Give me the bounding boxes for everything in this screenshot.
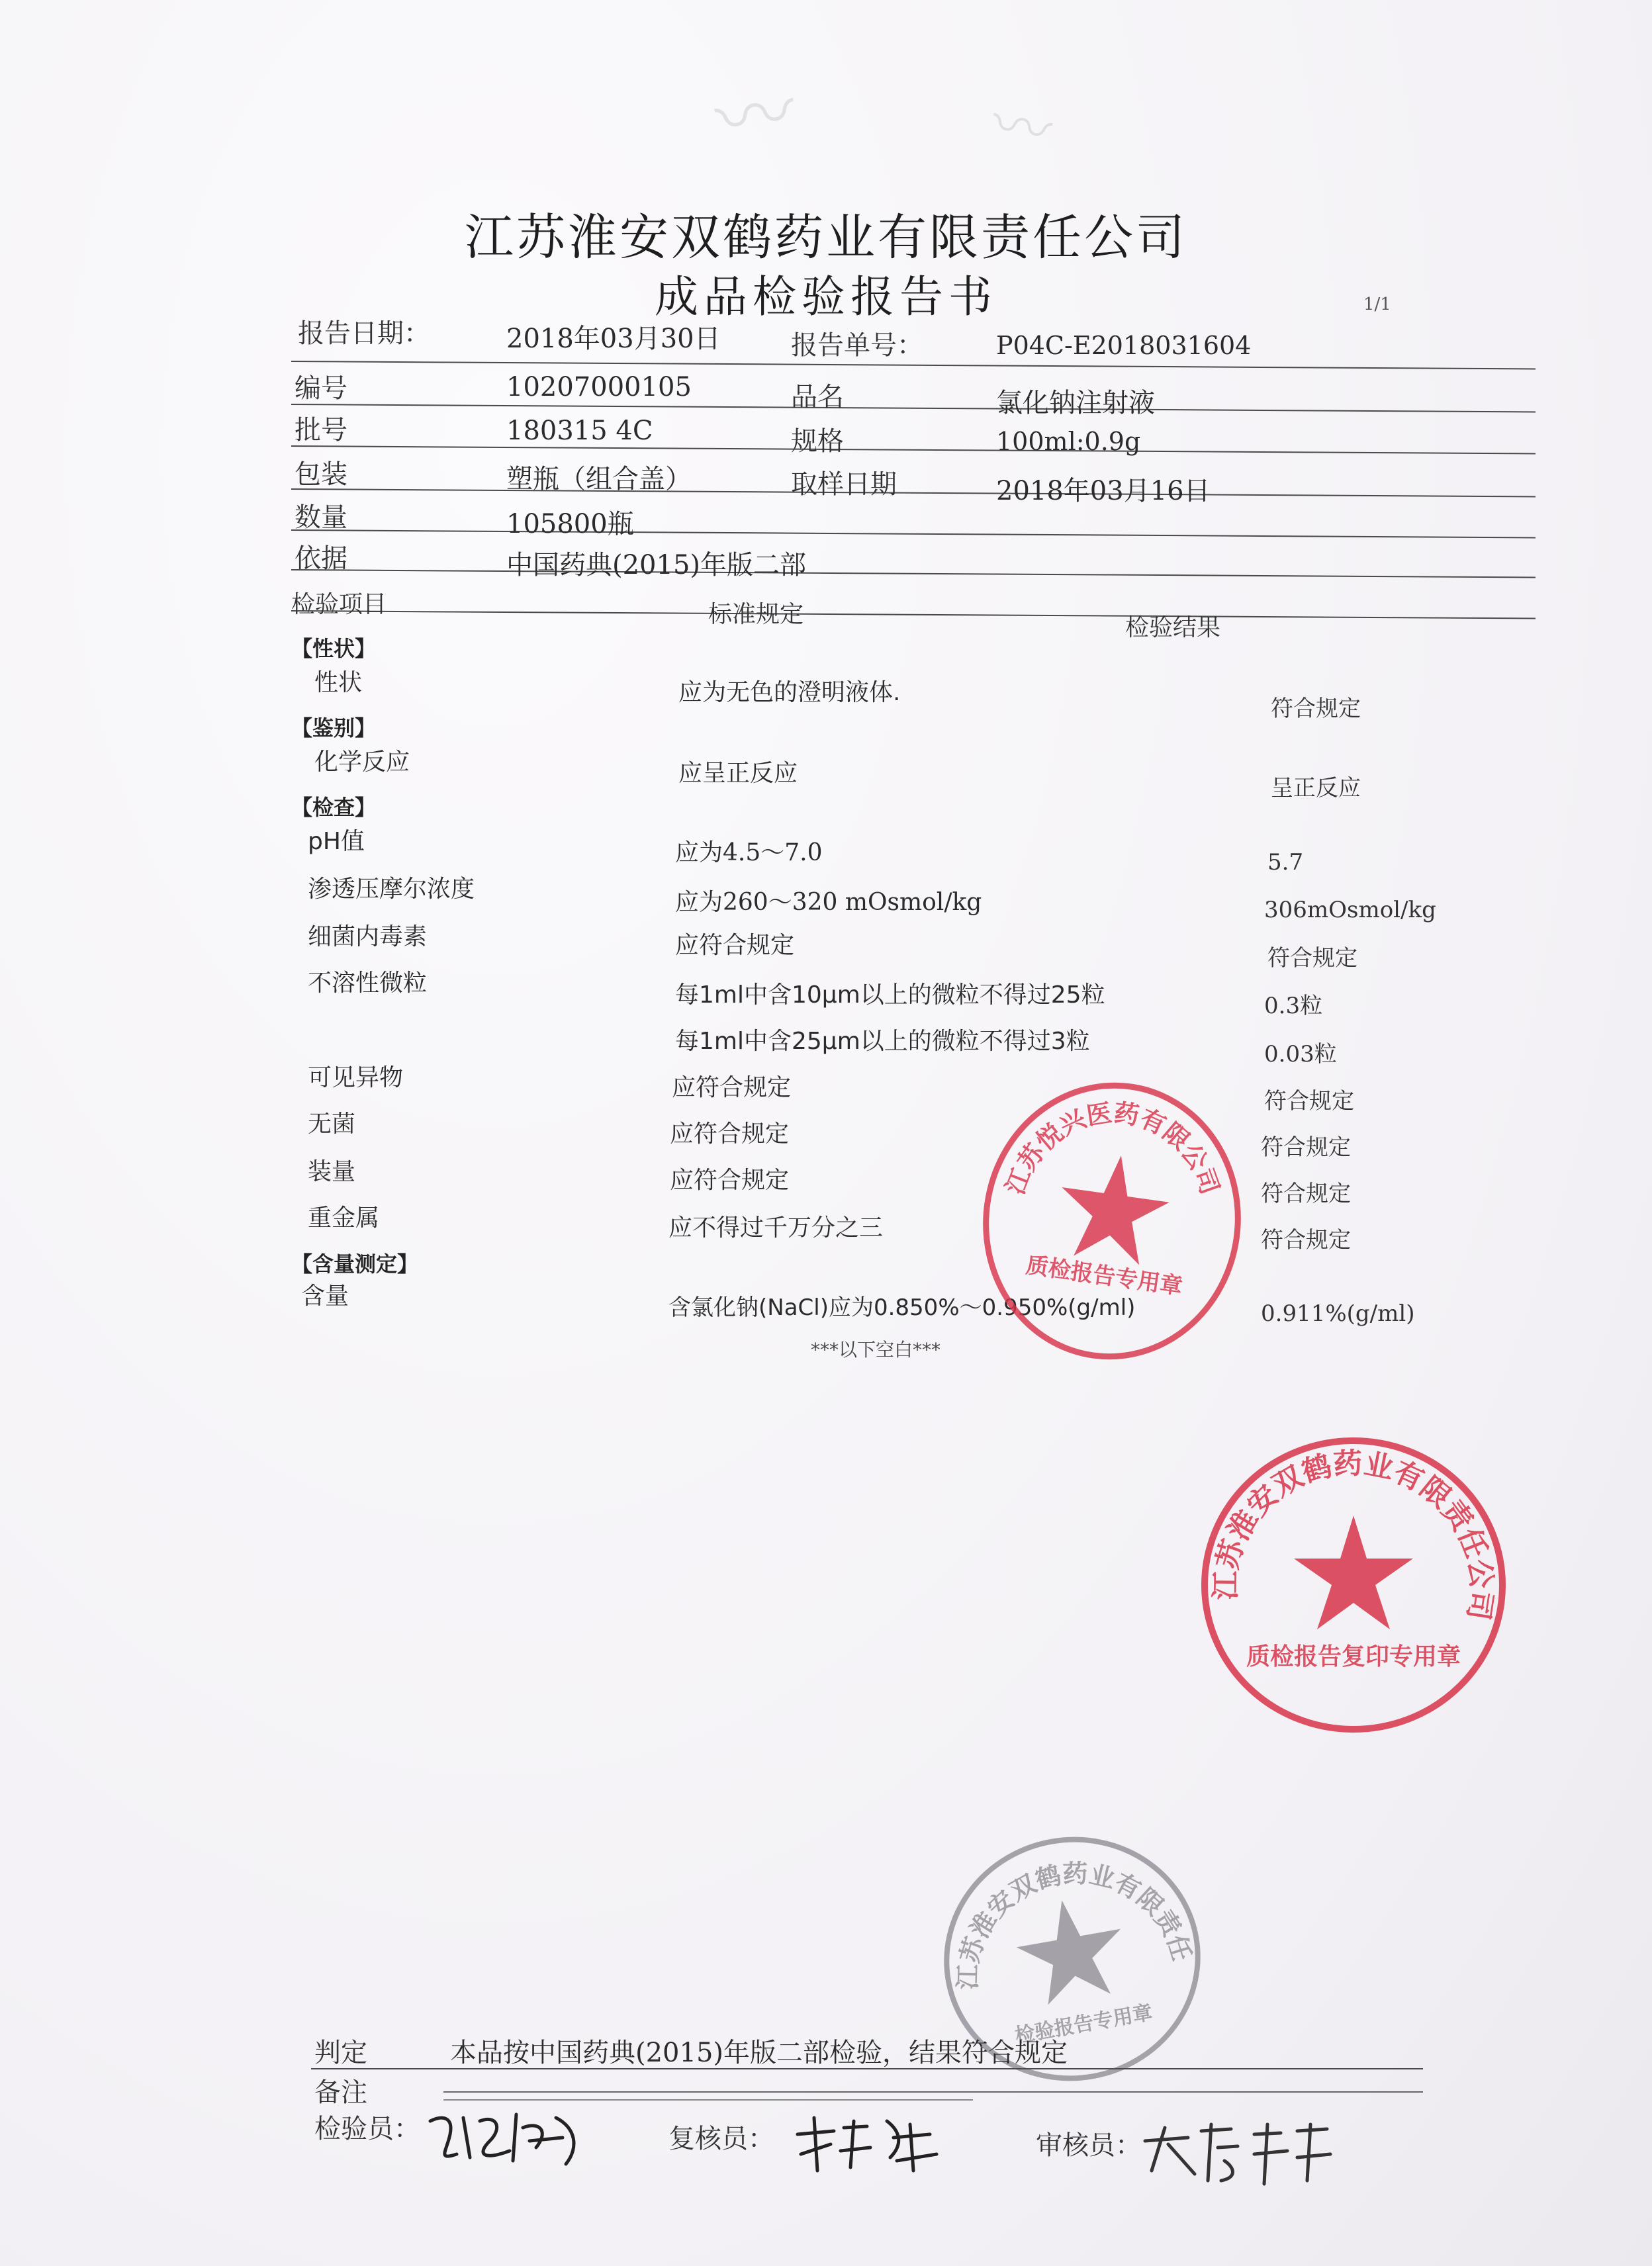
batch-label: 批号 (295, 415, 347, 445)
item-label: pH值 (308, 828, 365, 855)
spec-label: 规格 (791, 426, 844, 457)
code-label: 编号 (295, 373, 347, 404)
standard-text: 应呈正反应 (678, 760, 798, 787)
item-label: 重金属 (308, 1204, 380, 1232)
result-column-header: 检验结果 (1125, 614, 1221, 641)
copy-report-stamp (1191, 1429, 1516, 1741)
reviewer-signature (788, 2108, 953, 2181)
result-value: 呈正反应 (1271, 775, 1361, 801)
item-label: 无菌 (308, 1110, 356, 1138)
item-label: 装量 (308, 1158, 356, 1185)
qty-value: 105800瓶 (506, 509, 634, 539)
bleed-through-mark: 〰 (710, 66, 802, 168)
category-identification: 【鉴别】 (291, 715, 377, 741)
approver-signature (1138, 2114, 1337, 2194)
result-value: 0.03粒 (1264, 1041, 1337, 1067)
svg-text:江苏悦兴医药有限公司: 江苏悦兴医药有限公司 (1000, 1098, 1225, 1199)
basis-value: 中国药典(2015)年版二部 (506, 550, 807, 580)
item-label: 细菌内毒素 (308, 923, 428, 950)
document-title: 成品检验报告书 (655, 271, 997, 322)
standard-text: 每1ml中含10μm以上的微粒不得过25粒 (675, 981, 1105, 1009)
standard-text: 应为4.5～7.0 (675, 839, 823, 866)
svg-text:质检报告复印专用章: 质检报告复印专用章 (1246, 1643, 1461, 1670)
sample-date-value: 2018年03月16日 (996, 476, 1211, 506)
item-label: 渗透压摩尔浓度 (308, 876, 475, 903)
sample-date-label: 取样日期 (791, 469, 897, 500)
product-value: 氯化钠注射液 (996, 388, 1155, 418)
remark-rule (443, 2099, 973, 2101)
judgement-rule (311, 2068, 1423, 2069)
remark-label: 备注 (314, 2077, 367, 2108)
spec-value: 100ml:0.9g (996, 427, 1141, 456)
bleed-through-mark: 〰 (986, 88, 1057, 167)
svg-text:检验报告专用章: 检验报告专用章 (1013, 2001, 1154, 2048)
pack-value: 塑瓶（组合盖） (506, 464, 692, 494)
approver-label: 审核员： (1036, 2130, 1142, 2161)
result-value: 符合规定 (1261, 1227, 1351, 1253)
inspector-label: 检验员： (314, 2114, 420, 2144)
report-date-label: 报告日期： (298, 318, 430, 349)
report-date-value: 2018年03月30日 (506, 324, 721, 354)
qty-label: 数量 (295, 502, 347, 533)
result-value: 符合规定 (1264, 1088, 1354, 1114)
result-value: 5.7 (1267, 849, 1304, 876)
code-value: 10207000105 (506, 372, 692, 402)
category-appearance: 【性状】 (291, 636, 377, 661)
result-value: 306mOsmol/kg (1264, 897, 1436, 923)
standard-text: 应符合规定 (670, 1167, 790, 1194)
standard-text: 应为260～320 mOsmol/kg (675, 889, 982, 916)
report-no-value: P04C-E2018031604 (996, 331, 1252, 360)
standard-text: 应符合规定 (675, 932, 795, 959)
result-value: 符合规定 (1267, 945, 1357, 972)
basis-label: 依据 (295, 543, 347, 574)
remark-rule (443, 2091, 1423, 2093)
svg-text:江苏淮安双鹤药业有限责任公司: 江苏淮安双鹤药业有限责任公司 (1209, 1446, 1499, 1623)
judgement-value: 本品按中国药典(2015)年版二部检验，结果符合规定 (450, 2038, 1068, 2068)
reviewer-label: 复核员： (668, 2124, 774, 2154)
standard-text: 应为无色的澄明液体. (678, 679, 901, 706)
svg-text:质检报告专用章: 质检报告专用章 (1024, 1251, 1184, 1300)
svg-text:江苏淮安双鹤药业有限责任公司: 江苏淮安双鹤药业有限责任公司 (952, 1859, 1197, 1990)
item-label: 可见异物 (308, 1064, 404, 1091)
batch-value: 180315 4C (506, 416, 653, 446)
standard-text: 应符合规定 (672, 1074, 792, 1101)
quality-report-stamp-1 (973, 1065, 1251, 1377)
result-value: 符合规定 (1261, 1134, 1351, 1161)
standard-text: 每1ml中含25μm以上的微粒不得过3粒 (675, 1028, 1090, 1055)
result-value: 0.3粒 (1264, 993, 1323, 1019)
inspector-signature (424, 2101, 596, 2174)
item-column-header: 检验项目 (291, 591, 387, 618)
pack-label: 包装 (295, 459, 347, 490)
category-tests: 【检查】 (291, 795, 377, 820)
blank-below-note: ***以下空白*** (811, 1339, 941, 1361)
item-label: 化学反应 (314, 748, 410, 776)
product-label: 品名 (791, 382, 844, 412)
report-no-label: 报告单号： (791, 330, 923, 361)
standard-text: 应不得过千万分之三 (668, 1214, 884, 1242)
standard-column-header: 标准规定 (708, 601, 804, 628)
result-value: 符合规定 (1261, 1181, 1351, 1207)
category-assay: 【含量测定】 (291, 1251, 419, 1277)
item-label: 含量 (301, 1283, 349, 1310)
page-number: 1/1 (1363, 295, 1391, 314)
company-title: 江苏淮安双鹤药业有限责任公司 (465, 209, 1187, 266)
item-label: 不溶性微粒 (308, 970, 428, 997)
judgement-label: 判定 (314, 2038, 367, 2068)
standard-text: 应符合规定 (670, 1120, 790, 1148)
item-label: 性状 (314, 669, 363, 696)
result-value: 0.911%(g/ml) (1261, 1300, 1415, 1327)
standard-text: 含氯化钠(NaCl)应为0.850%～0.950%(g/ml) (668, 1294, 1136, 1321)
result-value: 符合规定 (1271, 696, 1361, 722)
